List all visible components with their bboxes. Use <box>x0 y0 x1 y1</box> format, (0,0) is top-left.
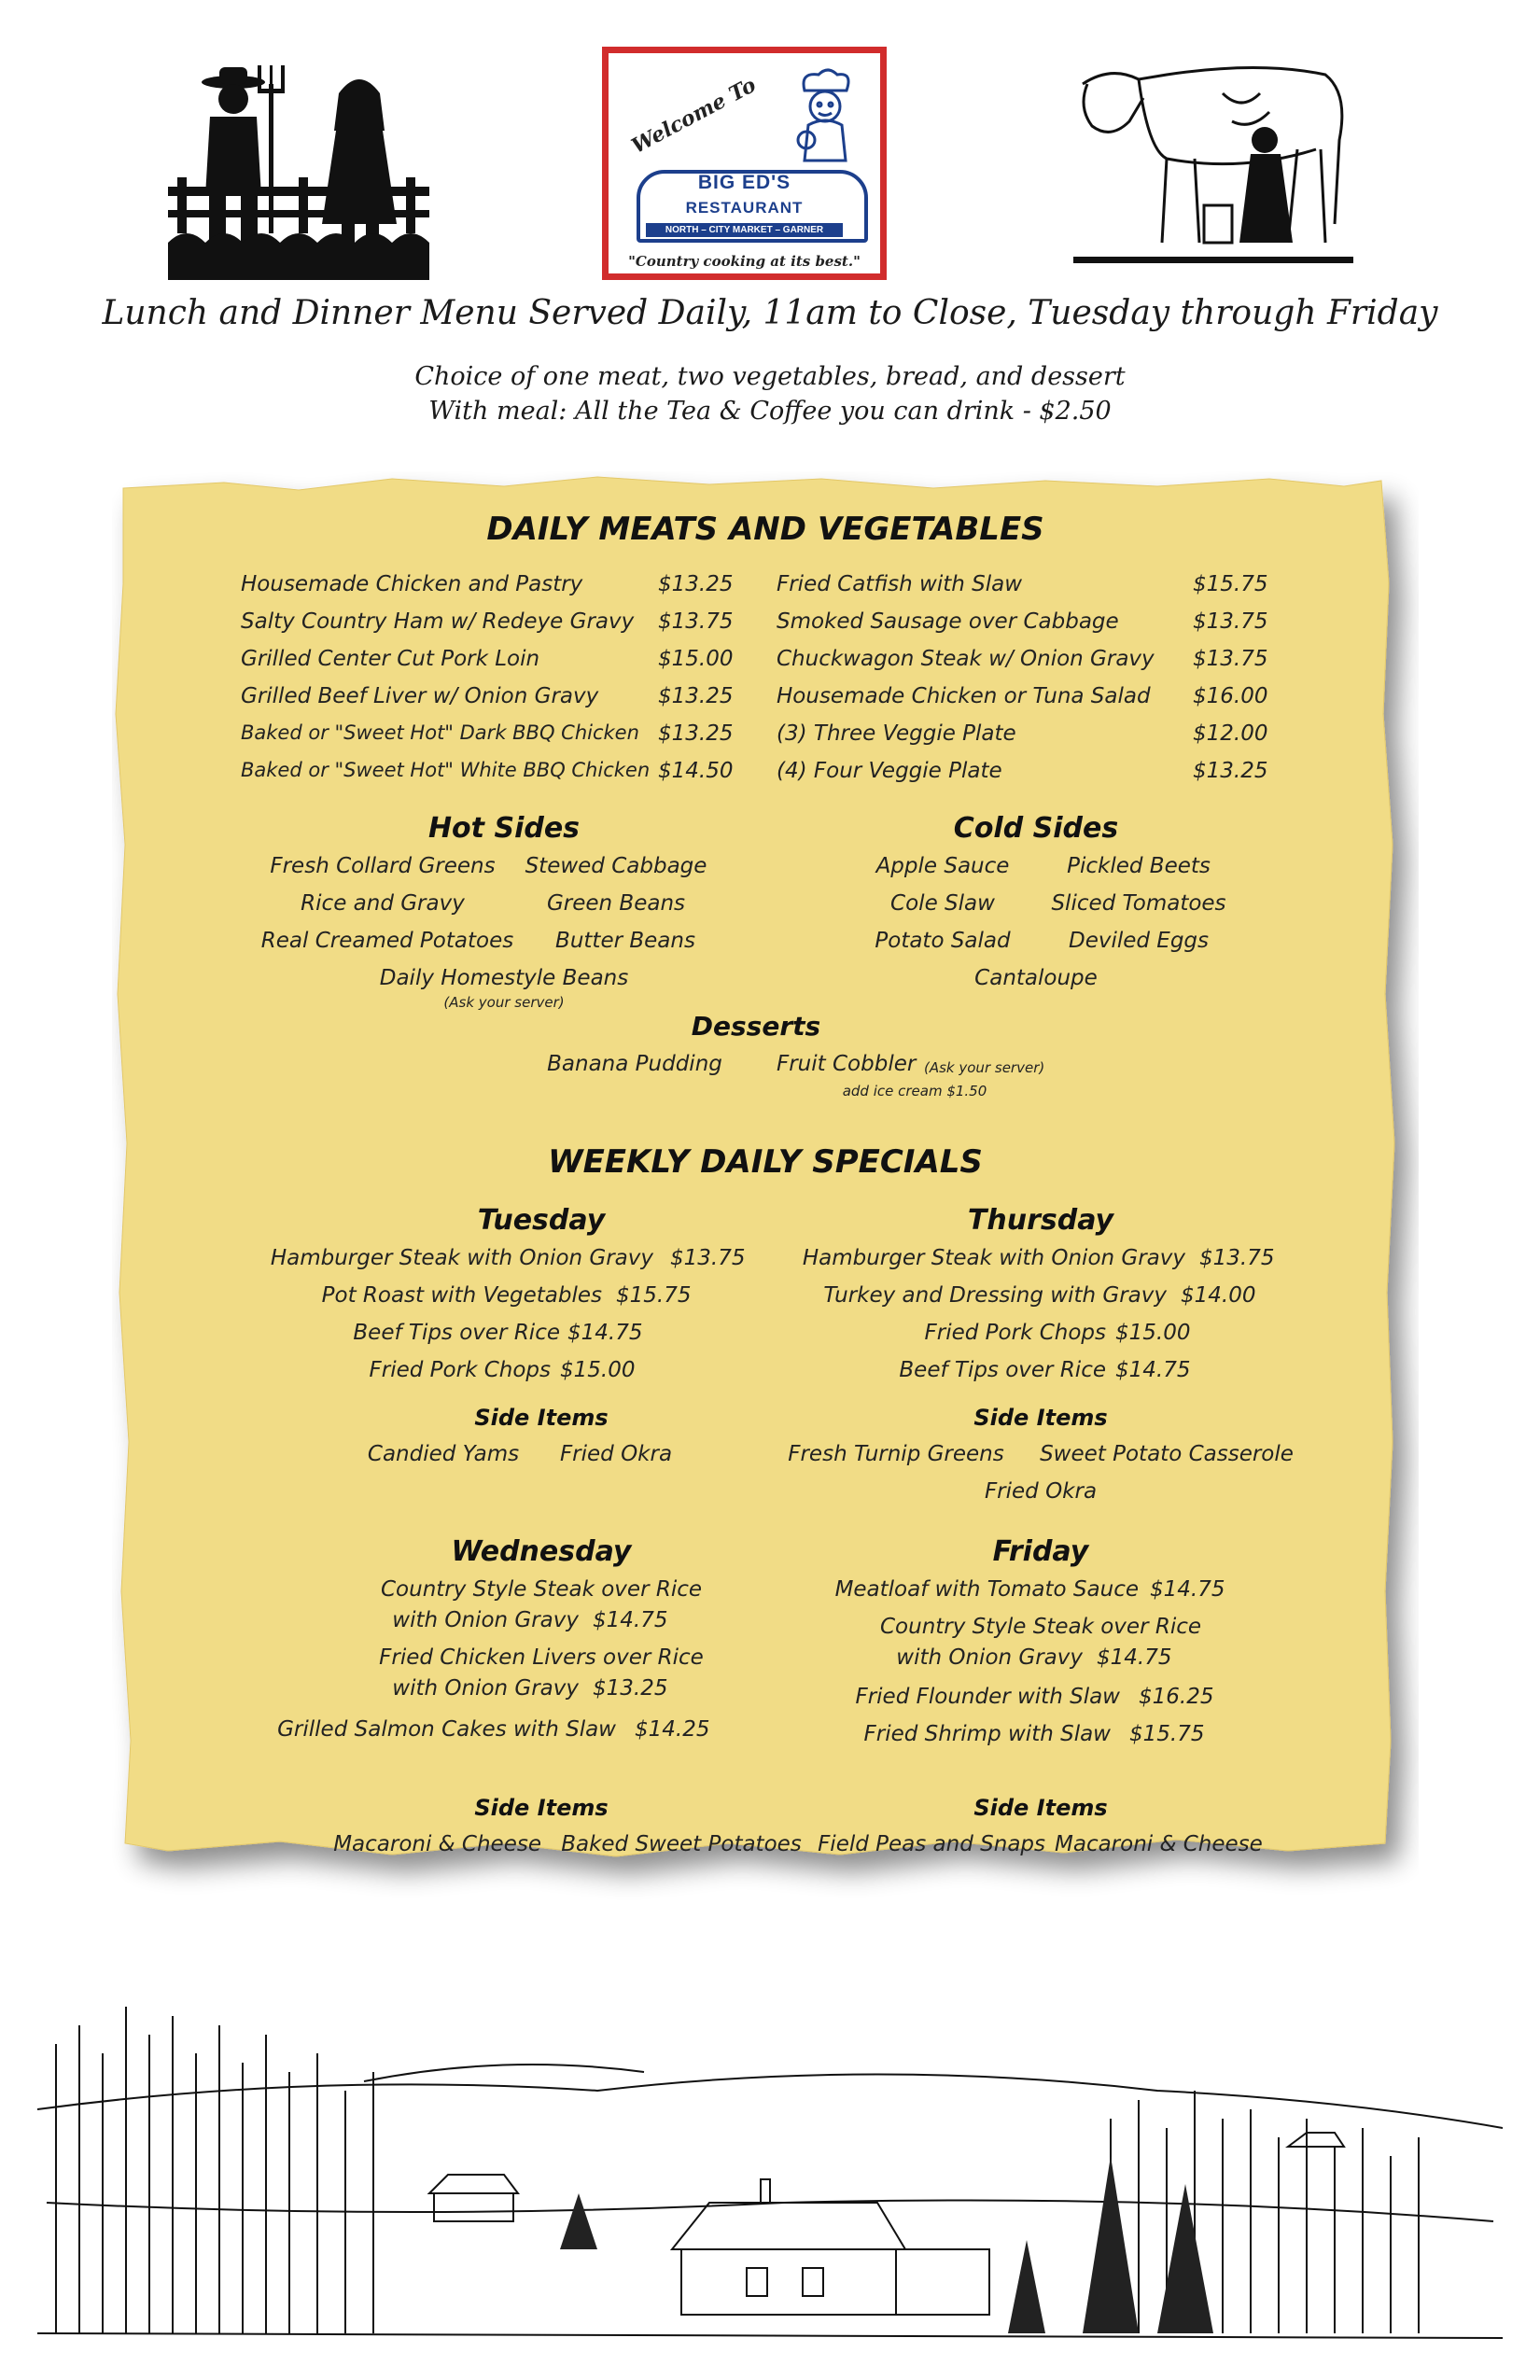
menu-price: $13.25 <box>658 572 734 596</box>
cow-milking-illustration <box>1073 56 1353 280</box>
special-price: $14.00 <box>1181 1283 1256 1308</box>
menu-item: Baked or "Sweet Hot" Dark BBQ Chicken <box>241 721 639 744</box>
menu-price: $13.75 <box>1193 609 1268 634</box>
logo-subtitle: RESTAURANT <box>685 199 804 217</box>
menu-item: Housemade Chicken and Pastry <box>241 572 583 596</box>
special-price: $13.25 <box>593 1676 668 1701</box>
special-price: $14.75 <box>567 1321 643 1345</box>
special-item-cont: with Onion Gravy <box>392 1608 579 1632</box>
menu-price: $13.75 <box>658 609 734 634</box>
special-price: $15.00 <box>1115 1321 1191 1345</box>
side-item: Butter Beans <box>555 929 695 953</box>
special-price: $13.75 <box>670 1246 746 1270</box>
special-item: Fried Flounder with Slaw <box>855 1685 1120 1709</box>
logo-welcome: Welcome To <box>627 73 761 159</box>
menu-paper <box>112 471 1419 1927</box>
friday-title: Friday <box>992 1535 1089 1568</box>
logo-tagline: "Country cooking at its best." <box>628 253 861 270</box>
menu-item: Housemade Chicken or Tuna Salad <box>777 684 1151 708</box>
special-item: Fried Chicken Livers over Rice <box>379 1645 704 1670</box>
with-meal-line: With meal: All the Tea & Coffee you can drink - $2.50 <box>428 397 1112 426</box>
menu-price: $13.25 <box>1193 759 1268 783</box>
meal-choice-line: Choice of one meat, two vegetables, bread, and dessert <box>414 362 1126 391</box>
special-price: $16.25 <box>1139 1685 1214 1709</box>
menu-item: Grilled Beef Liver w/ Onion Gravy <box>241 684 599 708</box>
farm-landscape-illustration <box>37 1969 1503 2361</box>
side-item: Apple Sauce <box>875 854 1010 878</box>
special-price: $14.25 <box>635 1717 710 1742</box>
dessert-item: Fruit Cobbler <box>777 1052 917 1076</box>
ice-cream-note: add ice cream $1.50 <box>842 1083 987 1099</box>
side-item: Macaroni & Cheese <box>333 1832 541 1856</box>
menu-item: Salty Country Ham w/ Redeye Gravy <box>241 609 635 634</box>
special-price: $15.00 <box>560 1358 636 1382</box>
side-item: Green Beans <box>546 891 686 916</box>
side-item: Field Peas and Snaps <box>818 1832 1045 1856</box>
logo-name: BIG ED'S <box>697 172 791 193</box>
special-price: $14.75 <box>1097 1645 1172 1670</box>
side-item: Deviled Eggs <box>1068 929 1210 953</box>
menu-item: Chuckwagon Steak w/ Onion Gravy <box>777 647 1155 671</box>
menu-price: $16.00 <box>1193 684 1268 708</box>
special-item: Pot Roast with Vegetables <box>321 1283 602 1308</box>
daily-section-title: DAILY MEATS AND VEGETABLES <box>486 511 1044 548</box>
side-item: Candied Yams <box>367 1442 520 1466</box>
menu-price: $15.00 <box>658 647 734 671</box>
special-price: $14.75 <box>1150 1577 1225 1602</box>
side-item: Fried Okra <box>559 1442 673 1466</box>
side-item: Potato Salad <box>875 929 1011 953</box>
special-item: Hamburger Steak with Onion Gravy <box>270 1246 653 1270</box>
menu-item: (4) Four Veggie Plate <box>777 759 1002 783</box>
hot-sides-title: Hot Sides <box>427 812 581 845</box>
side-item: Cole Slaw <box>890 891 995 916</box>
menu-headline: Lunch and Dinner Menu Served Daily, 11am to Close, Tuesday through Friday <box>102 294 1438 332</box>
special-item: Meatloaf with Tomato Sauce <box>834 1577 1139 1602</box>
desserts-title: Desserts <box>691 1011 821 1042</box>
side-item: Baked Sweet Potatoes <box>561 1832 802 1856</box>
side-item: Daily Homestyle Beans <box>379 966 629 990</box>
special-item: Beef Tips over Rice <box>899 1358 1106 1382</box>
special-price: $13.75 <box>1199 1246 1275 1270</box>
special-price: $15.75 <box>616 1283 692 1308</box>
special-item: Turkey and Dressing with Gravy <box>823 1283 1167 1308</box>
special-item: Fried Pork Chops <box>924 1321 1106 1345</box>
side-item: Rice and Gravy <box>301 891 465 916</box>
special-price: $14.75 <box>1115 1358 1191 1382</box>
special-item: Country Style Steak over Rice <box>879 1615 1202 1639</box>
special-item: Fried Pork Chops <box>369 1358 551 1382</box>
side-item: Sweet Potato Casserole <box>1040 1442 1294 1466</box>
menu-item: Baked or "Sweet Hot" White BBQ Chicken <box>241 759 651 781</box>
menu-item: Fried Catfish with Slaw <box>777 572 1023 596</box>
side-item: Macaroni & Cheese <box>1055 1832 1263 1856</box>
tuesday-title: Tuesday <box>477 1204 606 1237</box>
thursday-side-title: Side Items <box>973 1405 1108 1431</box>
menu-item: (3) Three Veggie Plate <box>777 721 1016 746</box>
special-item-cont: with Onion Gravy <box>392 1676 579 1701</box>
menu-item: Grilled Center Cut Pork Loin <box>241 647 540 671</box>
cold-sides-title: Cold Sides <box>953 812 1119 845</box>
side-item: Fresh Turnip Greens <box>788 1442 1004 1466</box>
special-item: Country Style Steak over Rice <box>380 1577 703 1602</box>
weekly-section-title: WEEKLY DAILY SPECIALS <box>548 1143 983 1181</box>
special-item: Grilled Salmon Cakes with Slaw <box>277 1717 616 1742</box>
thursday-title: Thursday <box>967 1204 1114 1237</box>
side-item: Fried Okra <box>984 1479 1098 1504</box>
menu-price: $13.25 <box>658 684 734 708</box>
wednesday-title: Wednesday <box>451 1535 632 1568</box>
dessert-item: Banana Pudding <box>547 1052 722 1076</box>
menu-price: $14.50 <box>658 759 734 783</box>
special-item: Hamburger Steak with Onion Gravy <box>802 1246 1185 1270</box>
big-eds-logo <box>602 47 887 280</box>
side-item: Fresh Collard Greens <box>270 854 496 878</box>
logo-locations: NORTH – CITY MARKET – GARNER <box>646 223 843 237</box>
wednesday-side-title: Side Items <box>474 1795 609 1821</box>
special-price: $15.75 <box>1129 1722 1205 1746</box>
side-item: Real Creamed Potatoes <box>260 929 514 953</box>
special-item-cont: with Onion Gravy <box>896 1645 1083 1670</box>
menu-price: $13.25 <box>658 721 734 746</box>
special-price: $14.75 <box>593 1608 668 1632</box>
side-item: Pickled Beets <box>1067 854 1211 878</box>
ask-server-note: (Ask your server) <box>443 994 565 1011</box>
menu-price: $13.75 <box>1193 647 1268 671</box>
tuesday-side-title: Side Items <box>474 1405 609 1431</box>
side-item: Cantaloupe <box>974 966 1098 990</box>
special-item: Beef Tips over Rice <box>353 1321 560 1345</box>
chef-mascot-icon <box>786 67 861 170</box>
friday-side-title: Side Items <box>973 1795 1108 1821</box>
menu-price: $12.00 <box>1193 721 1268 746</box>
menu-price: $15.75 <box>1193 572 1268 596</box>
side-item: Sliced Tomatoes <box>1051 891 1226 916</box>
menu-item: Smoked Sausage over Cabbage <box>777 609 1119 634</box>
special-item: Fried Shrimp with Slaw <box>863 1722 1111 1746</box>
farmer-couple-illustration <box>168 65 429 280</box>
side-item: Stewed Cabbage <box>525 854 707 878</box>
ask-server-note: (Ask your server) <box>924 1059 1045 1076</box>
